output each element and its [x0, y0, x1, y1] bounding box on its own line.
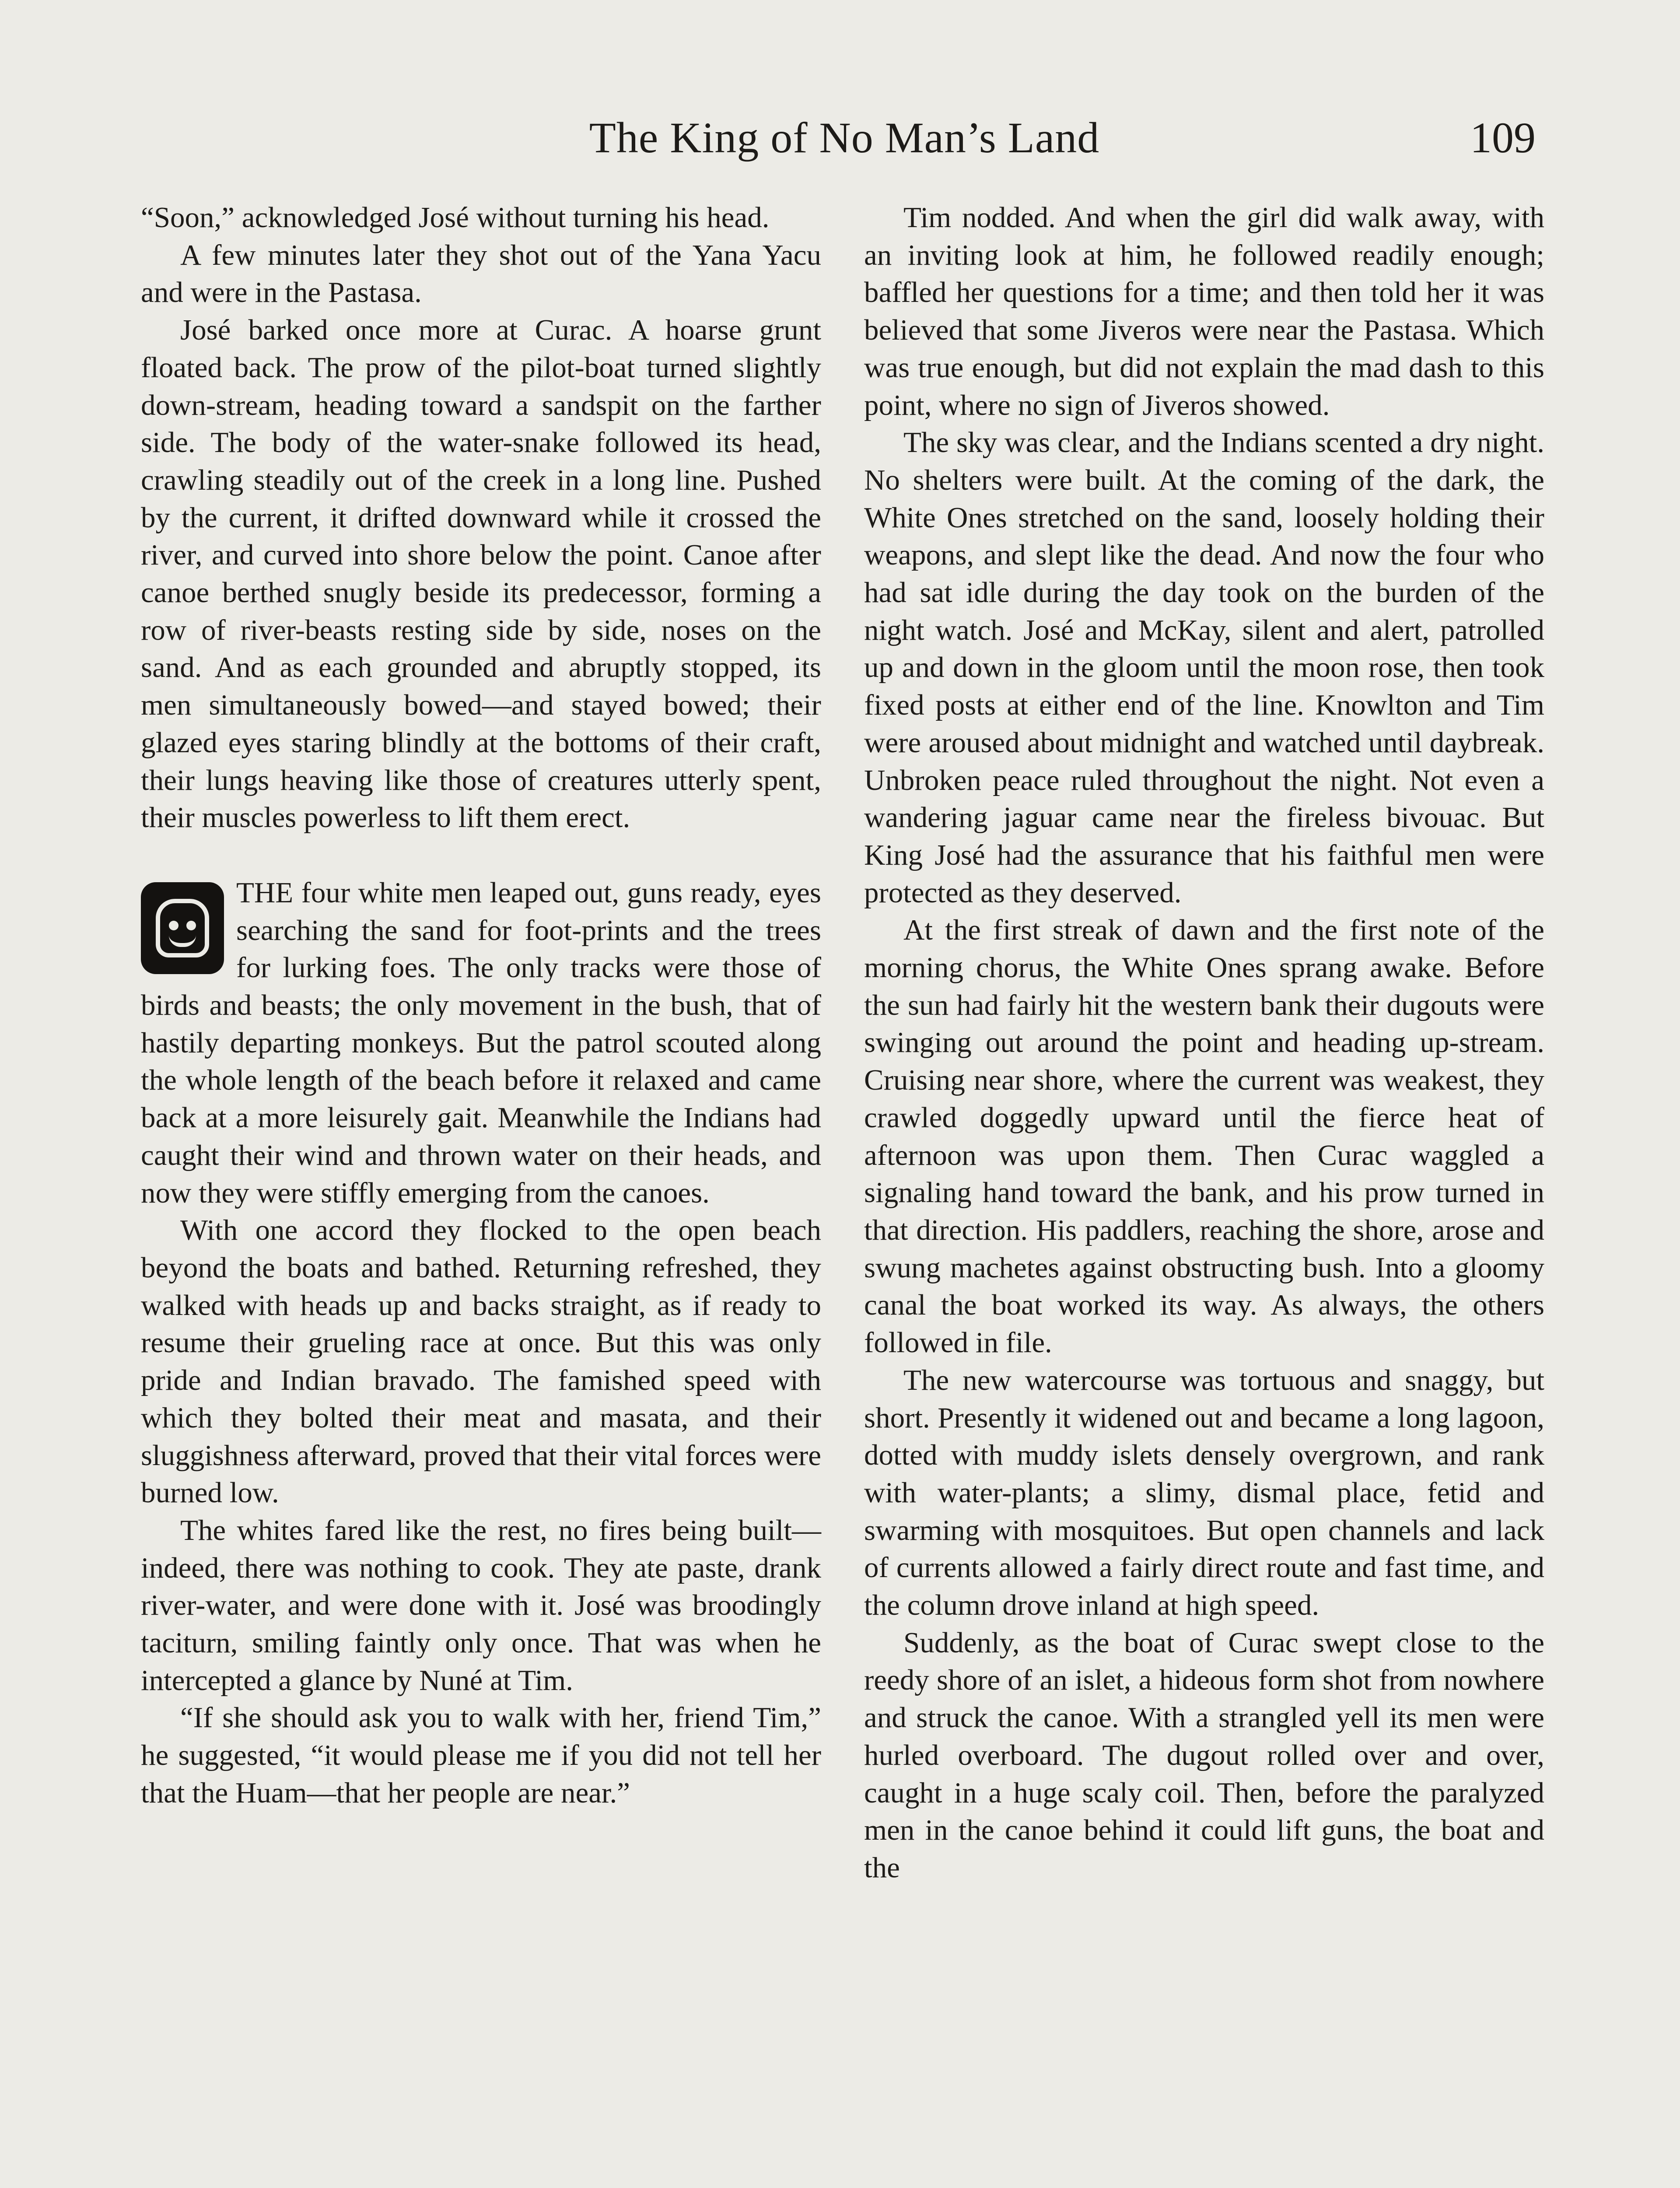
paragraph: “Soon,” acknowledged José without turning his head. — [141, 201, 770, 234]
running-title: The King of No Man’s Land — [589, 113, 1100, 162]
paragraph: The new watercourse was tortuous and snaggy, but short. Presently it widened out and became a long lagoon, dotted with muddy islets densely overgrown, and rank with water-plants; a slimy, dismal place, fetid and swarming with mosquitoes. But open channels and lack of currents allowed a fairly direct route and fast time, and the column drove inland at high speed. — [864, 1364, 1544, 1622]
paragraph: At the first streak of dawn and the first note of the morning chorus, the White Ones sprang awake. Before the sun had fairly hit the western bank their dugouts were swinging out around the point and heading up-stream. Cruising near shore, where the current was weakest, they crawled doggedly upward until the fierce heat of afternoon was upon them. Then Curac waggled a signaling hand toward the bank, and his prow turned in that direction. His paddlers, reaching the shore, arose and swung machetes against obstructing bush. Into a gloomy canal the boat worked its way. As always, the others followed in file. — [864, 914, 1544, 1359]
paragraph: José barked once more at Curac. A hoarse grunt floated back. The prow of the pilot-boat turned slightly down-stream, heading toward a sandspit on the farther side. The body of the water-snake followed its head, crawling steadily out of the creek in a long line. Pushed by the current, it drifted downward while it crossed the river, and curved into shore below the point. Canoe after canoe berthed snugly beside its predecessor, forming a row of river-beasts resting side by side, noses on the sand. And as each grounded and abruptly stopped, its men simultaneously bowed—and stayed bowed; their glazed eyes staring blindly at the bottoms of their craft, their lungs heaving like those of creatures utterly spent, their muscles powerless to lift them erect. — [141, 314, 821, 834]
paragraph-text: THE four white men leaped out, guns ready, eyes searching the sand for foot-prints and the trees for lurking foes. The only tracks were those of birds and beasts; the only movement in the bush, that of hastily departing monkeys. But the patrol scouted along the whole length of the beach before it relaxed and came back at a more leisurely gait. Meanwhile the Indians had caught their wind and thrown water on their heads, and now they were stiffly emerging from the canoes. — [141, 876, 821, 1209]
section-opening-paragraph — [141, 874, 821, 1212]
paragraph: The sky was clear, and the Indians scented a dry night. No shelters were built. At the coming of the dark, the White Ones stretched on the sand, loosely holding their weapons, and slept like the dead. And now the four who had sat idle during the day took on the burden of the night watch. José and McKay, silent and alert, patrolled up and down in the gloom until the moon rose, then took fixed posts at either end of the line. Knowlton and Tim were aroused about midnight and watched until daybreak. Unbroken peace ruled throughout the night. Not even a wandering jaguar came near the fireless bivouac. But King José had the assurance that his faithful men were protected as they deserved. — [864, 426, 1544, 909]
paragraph: “If she should ask you to walk with her, friend Tim,” he suggested, “it would please me if you did not tell her that the Huam—that her people are near.” — [141, 1701, 821, 1809]
page-header — [0, 105, 1680, 171]
paragraph: Suddenly, as the boat of Curac swept close to the reedy shore of an islet, a hideous form shot from nowhere and struck the canoe. With a strangled yell its men were hurled overboard. The dugout rolled over and over, caught in a huge scaly coil. Then, before the paralyzed men in the canoe behind it could lift guns, the boat and the — [864, 1626, 1544, 1884]
paragraph: The whites fared like the rest, no fires being built—indeed, there was nothing to cook. They ate paste, drank river-water, and were done with it. José was broodingly taciturn, smiling faintly only once. That was when he intercepted a glance by Nuné at Tim. — [141, 1514, 821, 1697]
paragraph: Tim nodded. And when the girl did walk away, with an inviting look at him, he followed readily enough; baffled her questions for a time; and then told her it was believed that some Jiveros were near the Pastasa. Which was true enough, but did not explain the mad dash to this point, where no sign of Jiveros showed. — [864, 201, 1544, 421]
paragraph: A few minutes later they shot out of the Yana Yacu and were in the Pastasa. — [141, 238, 821, 309]
right-column — [864, 199, 1544, 1887]
ornamental-initial-icon — [141, 882, 224, 974]
left-column — [141, 199, 821, 1812]
paragraph: With one accord they flocked to the open beach beyond the boats and bathed. Returning refreshed, they walked with heads up and backs straight, as if ready to resume their grueling race at once. But this was only pride and Indian bravado. The famished speed with which they bolted their meat and masata, and their sluggishness afterward, proved that their vital forces were burned low. — [141, 1214, 821, 1509]
page-number: 109 — [1470, 113, 1536, 162]
